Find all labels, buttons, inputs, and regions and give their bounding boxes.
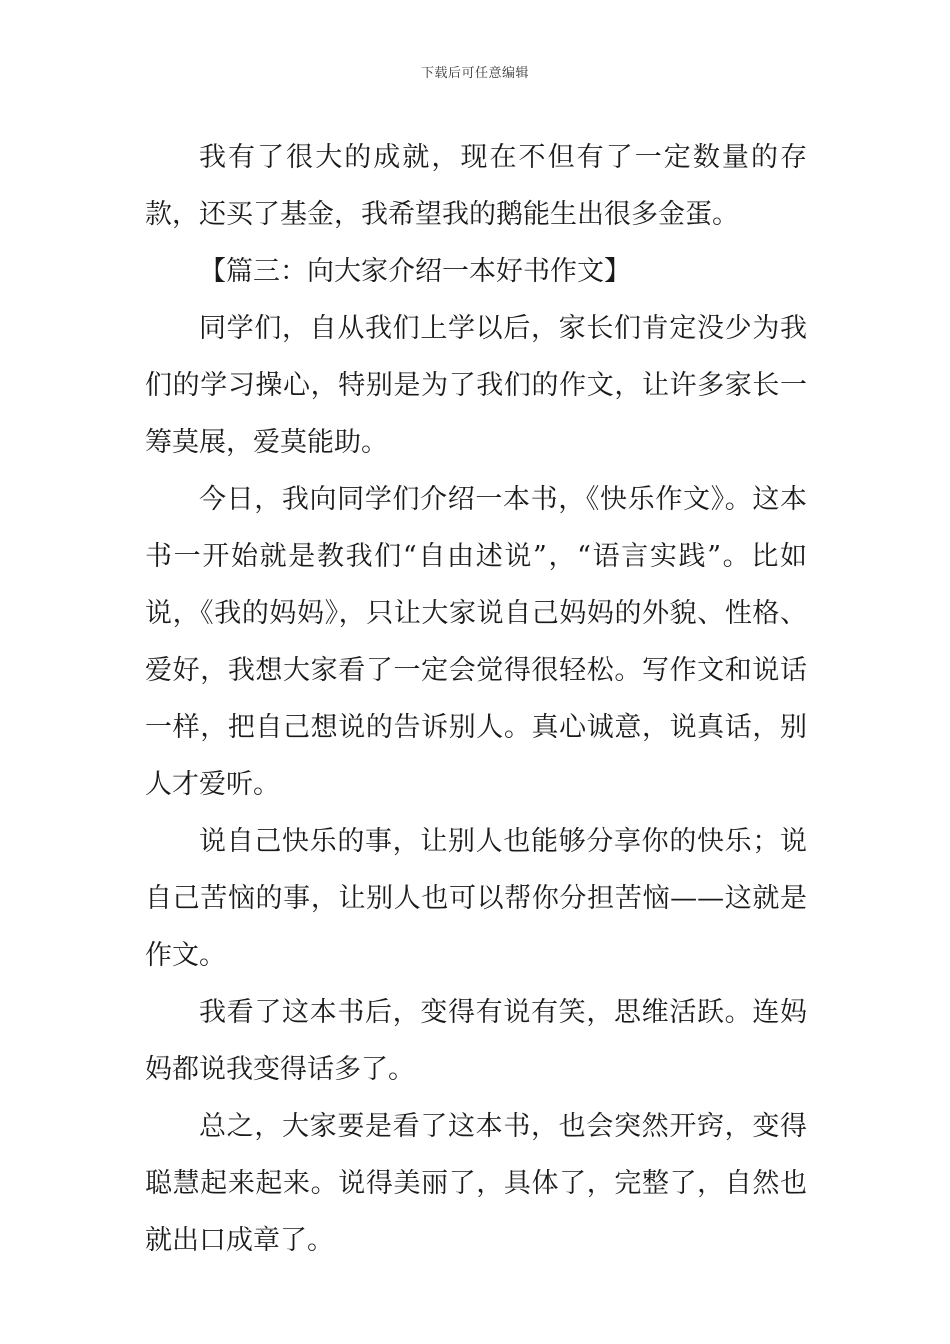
paragraph: 今日，我向同学们介绍一本书，《快乐作文》。这本书一开始就是教我们“自由述说”，“语言实践”。比如说，《我的妈妈》，只让大家说自己妈妈的外貌、性格、爱好，我想大家看了一定会觉得很轻松。写作文和说话一样，把自己想说的告诉别人。真心诚意，说真话，别人才爱听。 — [145, 484, 807, 800]
section-heading: 【篇三：向大家介绍一本好书作文】 — [199, 256, 631, 287]
paragraph: 我看了这本书后，变得有说有笑，思维活跃。连妈妈都说我变得话多了。 — [145, 997, 807, 1085]
paragraph: 说自己快乐的事，让别人也能够分享你的快乐；说自己苦恼的事，让别人也可以帮你分担苦恼——这就是作文。 — [145, 826, 807, 971]
document-body — [145, 129, 807, 1269]
page-header: 下载后可任意编辑 — [420, 66, 529, 81]
paragraph: 我有了很大的成就，现在不但有了一定数量的存款，还买了基金，我希望我的鹅能生出很多金蛋。 — [145, 142, 807, 230]
paragraph: 同学们，自从我们上学以后，家长们肯定没少为我们的学习操心，特别是为了我们的作文，让许多家长一筹莫展，爱莫能助。 — [145, 313, 807, 458]
paragraph: 总之，大家要是看了这本书，也会突然开窍，变得聪慧起来起来。说得美丽了，具体了，完整了，自然也就出口成章了。 — [145, 1111, 807, 1256]
